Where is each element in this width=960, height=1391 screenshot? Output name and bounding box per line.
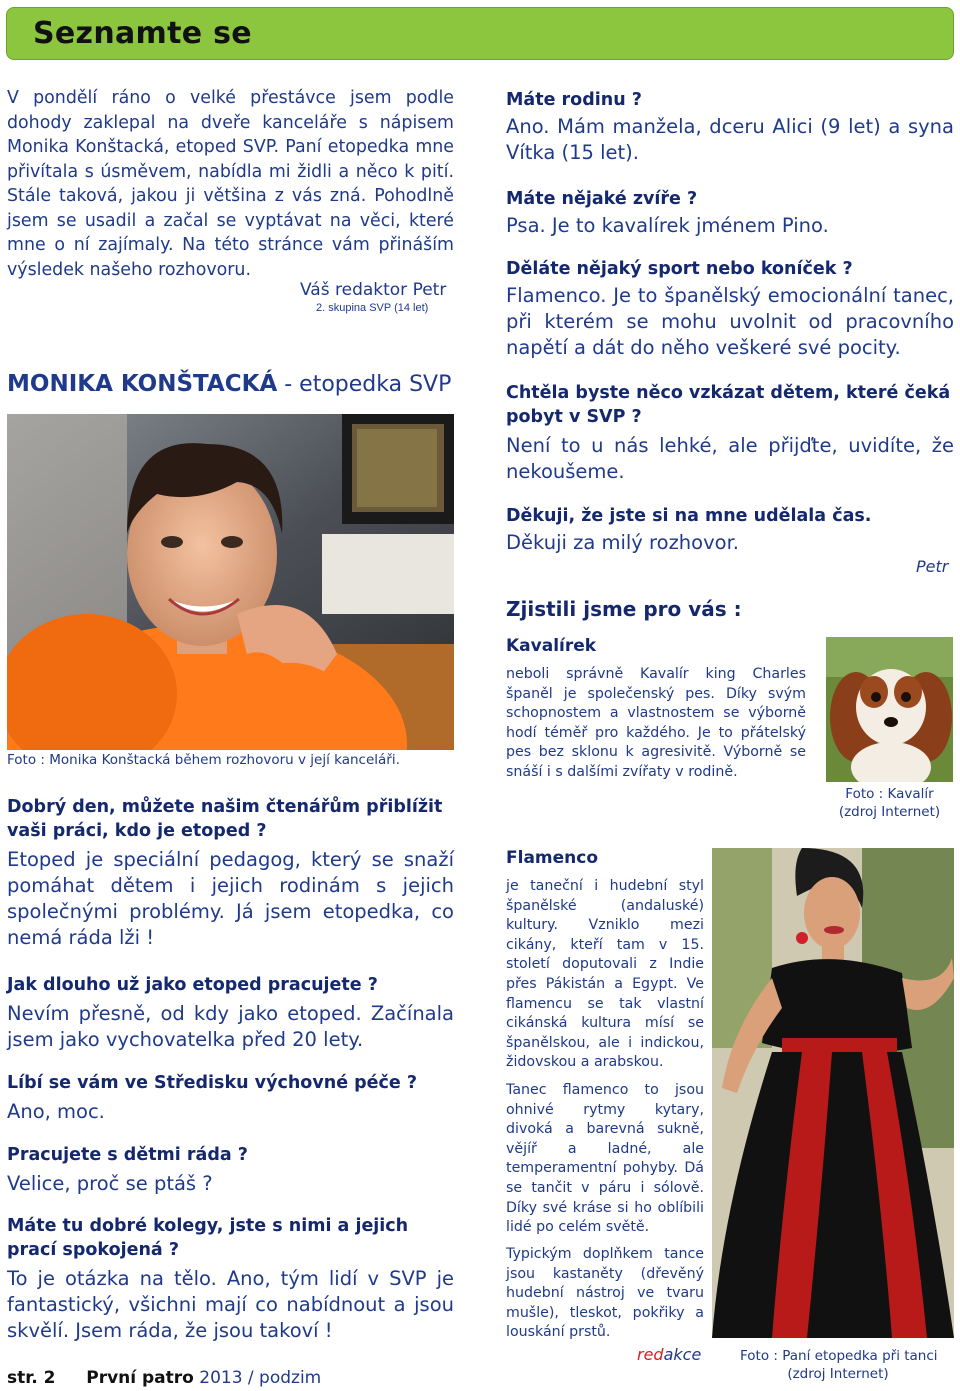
flamenco-photo-caption <box>740 1347 936 1383</box>
question: Pracujete s dětmi ráda ? <box>7 1145 248 1165</box>
answer: Etoped je speciální pedagog, který se snaží pomáhat dětem i jejich rodinám s jejich společnými problémy. Já jsem etopedka, co nemá ráda lži ! <box>7 848 454 949</box>
flamenco-photo <box>712 848 954 1338</box>
editor-signature-note: 2. skupina SVP (14 let) <box>316 302 429 314</box>
dog-photo <box>826 637 953 782</box>
closing-reply: Děkuji za milý rozhovor. <box>506 531 739 554</box>
closing-block <box>506 504 954 556</box>
section-header-bar <box>6 7 954 60</box>
editorial-credit-red: red <box>637 1345 664 1364</box>
flamenco-paragraph-2: Tanec flamenco to jsou ohnivé rytmy kytary, divoká a barevná sukně, vějíř a ladné, ale temperamentní pohyby. Dá se tančit v páru i sólově. Díky své kráse si ho oblíbili lidé po celém světě. <box>506 1082 704 1236</box>
flamenco-paragraph-3: Typickým doplňkem tance jsou kastaněty (dřevěný hudební nástroj ve tvaru mušle), tleskot, pokřiky a louskání prstů. <box>506 1246 704 1341</box>
editorial-credit-rest: akce <box>663 1345 702 1364</box>
answer: To je otázka na tělo. Ano, tým lidí v SVP je fantastický, všichni mají co nabídnout a jsou skvělí. Jsem ráda, že jsou takoví ! <box>7 1267 454 1342</box>
facts-title: Zjistili jsme pro vás : <box>506 597 742 621</box>
intro-paragraph: V pondělí ráno o velké přestávce jsem podle dohody zaklepal na dveře kanceláře s nápisem Monika Konštacká, etoped SVP. Paní etopedka mne přivítala s úsměvem, nabídla mi židli a něco k pití. Stále taková, jakou ji většina z vás zná. Pohodlně jsem se usadil a začal se vyptávat na věci, které mne o ní zajímaly. Na této stránce vám přináším výsledek našeho rozhovoru. <box>7 88 454 280</box>
qa-block-9 <box>506 381 954 485</box>
magazine-issue: 2013 / podzim <box>199 1368 322 1388</box>
answer: Psa. Je to kavalírek jménem Pino. <box>506 214 829 237</box>
editor-signature: Váš redaktor Petr <box>300 280 447 300</box>
answer: Ano, moc. <box>7 1100 105 1123</box>
question: Děláte nějaký sport nebo koníček ? <box>506 259 853 279</box>
interviewee-heading <box>7 371 451 397</box>
closing-thanks: Děkuji, že jste si na mne udělala čas. <box>506 506 872 526</box>
section-title: Seznamte se <box>33 16 252 51</box>
question: Máte tu dobré kolegy, jste s nimi a jejich prací spokojená ? <box>7 1216 409 1260</box>
dog-photo-illustration <box>826 637 953 782</box>
dog-caption-line-2: (zdroj Internet) <box>838 804 941 820</box>
interview-photo-caption: Foto : Monika Konštacká během rozhovoru v její kanceláři. <box>7 752 400 768</box>
interview-photo-illustration <box>7 414 454 750</box>
interview-photo <box>7 414 454 750</box>
answer: Nevím přesně, od kdy jako etoped. Začínala jsem jako vychovatelka před 20 lety. <box>7 1002 454 1051</box>
qa-block-4 <box>7 1143 454 1197</box>
dog-text: neboli správně Kavalír king Charles španěl je společenský pes. Díky svým schopnostem a vlastnostem se výborně hodí téměř pro každého. Je to přátelský pes bez sklonu k agresivitě. Výborně se snáší i s dalšími zvířaty v rodině. <box>506 666 806 780</box>
magazine-name: První patro <box>86 1368 194 1388</box>
question: Chtěla byste něco vzkázat dětem, které čeká pobyt v SVP ? <box>506 383 951 427</box>
qa-block-3 <box>7 1071 454 1125</box>
question: Jak dlouho už jako etoped pracujete ? <box>7 975 378 995</box>
answer: Ano. Mám manžela, dceru Alici (9 let) a syna Vítka (15 let). <box>506 115 954 164</box>
flamenco-heading: Flamenco <box>506 848 599 868</box>
dog-caption-line-1: Foto : Kavalír <box>845 786 934 802</box>
qa-block-6 <box>506 88 954 166</box>
dog-heading: Kavalírek <box>506 636 597 656</box>
page-number: str. 2 <box>7 1368 56 1388</box>
question: Máte rodinu ? <box>506 90 642 110</box>
closing-author: Petr <box>916 557 949 576</box>
qa-block-7 <box>506 187 954 239</box>
interviewee-role: - etopedka SVP <box>284 372 452 397</box>
flamenco-caption-line-2: (zdroj Internet) <box>787 1366 889 1382</box>
qa-block-1 <box>7 795 454 951</box>
dog-photo-caption <box>826 785 953 821</box>
answer: Flamenco. Je to španělský emocionální tanec, při kterém se mohu uvolnit od pracovního napětí a dát do něho veškeré své pocity. <box>506 284 954 359</box>
flamenco-caption-line-1: Foto : Paní etopedka při tanci <box>740 1348 938 1364</box>
interviewee-name: MONIKA KONŠTACKÁ <box>7 371 278 397</box>
answer: Není to u nás lehké, ale přijďte, uvidíte, že nekoušeme. <box>506 434 954 483</box>
flamenco-photo-illustration <box>712 848 954 1338</box>
editorial-credit <box>637 1345 701 1364</box>
qa-block-2 <box>7 973 454 1053</box>
page-footer <box>7 1368 321 1388</box>
question: Dobrý den, můžete našim čtenářům přiblížit vaši práci, kdo je etoped ? <box>7 797 443 841</box>
question: Máte nějaké zvíře ? <box>506 189 698 209</box>
question: Líbí se vám ve Středisku výchovné péče ? <box>7 1073 418 1093</box>
flamenco-paragraph-1: je taneční i hudební styl španělské (andaluské) kultury. Vzniklo mezi cikány, kteří tam v 15. století doputovali z Indie přes Pákistán a Egypt. Ve flamencu se tak vlastní cikánská kultura mísí se španělskou, ale i indickou, židovskou a arabskou. <box>506 878 704 1071</box>
qa-block-8 <box>506 257 954 361</box>
qa-block-5 <box>7 1214 454 1344</box>
answer: Velice, proč se ptáš ? <box>7 1172 213 1195</box>
